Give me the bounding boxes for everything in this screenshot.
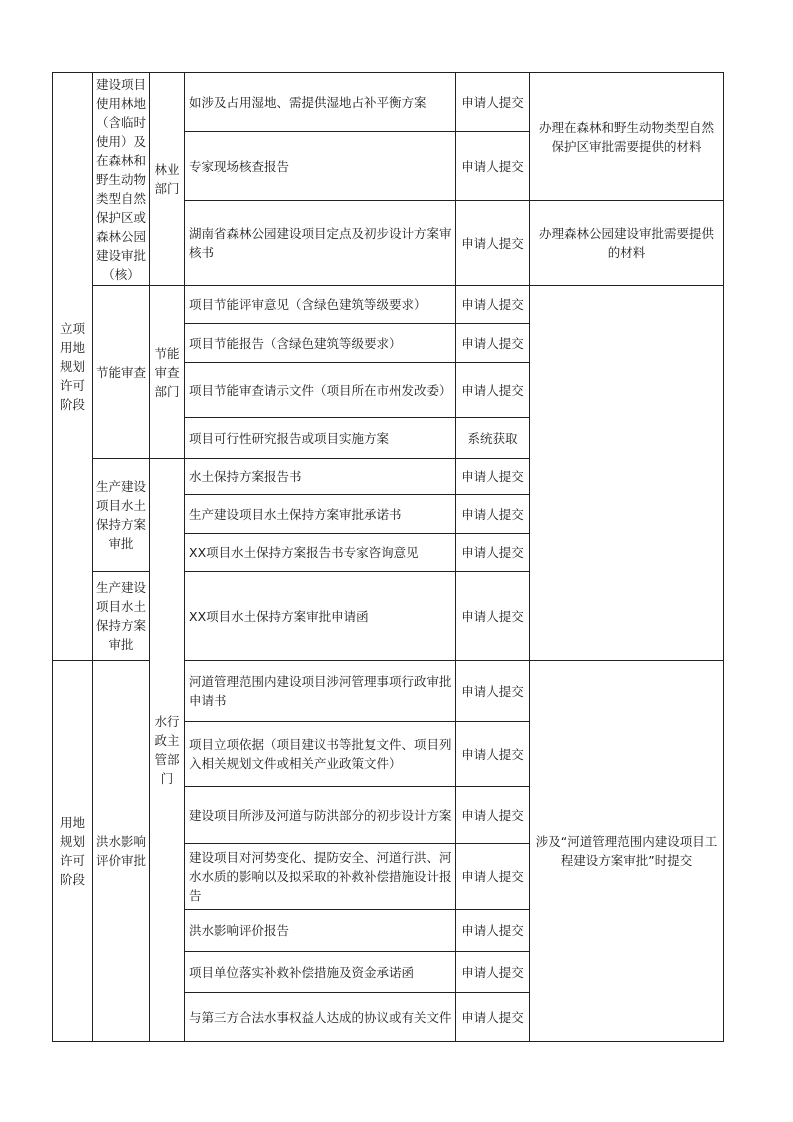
material-text: 项目节能报告（含绿色建筑等级要求） (189, 335, 402, 351)
source-text: 申请人提交 (461, 335, 524, 351)
material-text: 项目节能评审意见（含绿色建筑等级要求） (189, 297, 427, 312)
stage-label: 立项用地规划许可阶段 (59, 321, 85, 412)
source-text: 申请人提交 (461, 964, 524, 980)
source-text: 申请人提交 (461, 923, 524, 938)
material-text: XX项目水土保持方案报告书专家咨询意见 (189, 545, 419, 560)
source-text: 申请人提交 (461, 1009, 524, 1025)
material-text: 洪水影响评价报告 (189, 923, 290, 938)
material-text: 建设项目对河势变化、提防安全、河道行洪、河水水质的影响以及拟采取的补救补偿措施设计报告 (189, 850, 452, 903)
source-text: 申请人提交 (461, 608, 524, 624)
remark-text: 涉及“河道管理范围内建设项目工程建设方案审批”时提交 (535, 834, 718, 868)
remark-text: 办理在森林和野生动物类型自然保护区审批需要提供的材料 (538, 119, 714, 154)
material-text: 水土保持方案报告书 (189, 469, 302, 484)
material-text: 湖南省森林公园建设项目定点及初步设计方案审核书 (189, 226, 452, 260)
material-text: 河道管理范围内建设项目涉河管理事项行政审批申请书 (189, 674, 452, 708)
source-text: 申请人提交 (461, 469, 524, 484)
source-text: 申请人提交 (461, 94, 524, 110)
source-text: 申请人提交 (461, 683, 524, 699)
item-label: 洪水影响评价审批 (95, 834, 146, 868)
material-text: 生产建设项目水土保持方案审批承诺书 (189, 506, 402, 522)
source-text: 申请人提交 (461, 382, 524, 398)
source-text: 申请人提交 (461, 545, 524, 560)
stage-label: 用地规划许可阶段 (59, 815, 85, 887)
item-label: 节能审查 (95, 364, 146, 380)
material-text: 项目立项依据（项目建议书等批复文件、项目列入相关规划文件或相关产业政策文件） (189, 737, 452, 771)
material-text: XX项目水土保持方案审批申请函 (189, 608, 369, 624)
item-label: 建设项目使用林地（含临时使用）及在森林和野生动物类型自然保护区或森林公园建设审批（核） (95, 76, 146, 282)
source-text: 申请人提交 (461, 506, 524, 522)
material-text: 建设项目所涉及河道与防洪部分的初步设计方案 (189, 807, 452, 823)
source-text: 申请人提交 (461, 807, 524, 823)
material-text: 项目单位落实补救补偿措施及资金承诺函 (189, 964, 415, 980)
item-label: 生产建设项目水土保持方案审批 (95, 479, 146, 551)
source-text: 申请人提交 (461, 158, 524, 174)
material-text: 项目节能审查请示文件（项目所在市州发改委） (189, 382, 452, 398)
department-label: 水行政主管部门 (154, 714, 180, 786)
material-text: 项目可行性研究报告或项目实施方案 (189, 430, 390, 446)
department-label: 林业部门 (154, 162, 180, 196)
source-text: 申请人提交 (461, 235, 524, 251)
material-text: 专家现场核查报告 (189, 158, 290, 174)
material-text: 与第三方合法水事权益人达成的协议或有关文件 (189, 1009, 452, 1025)
source-text: 申请人提交 (461, 869, 524, 884)
item-label: 生产建设项目水土保持方案审批 (95, 580, 146, 652)
department-label: 节能审查部门 (154, 345, 180, 399)
source-text: 系统获取 (467, 430, 518, 446)
source-text: 申请人提交 (461, 297, 524, 312)
remark-text: 办理森林公园建设审批需要提供的材料 (538, 226, 714, 260)
remark-cell (529, 285, 724, 661)
source-text: 申请人提交 (461, 746, 524, 762)
material-text: 如涉及占用湿地、需提供湿地占补平衡方案 (189, 94, 427, 110)
